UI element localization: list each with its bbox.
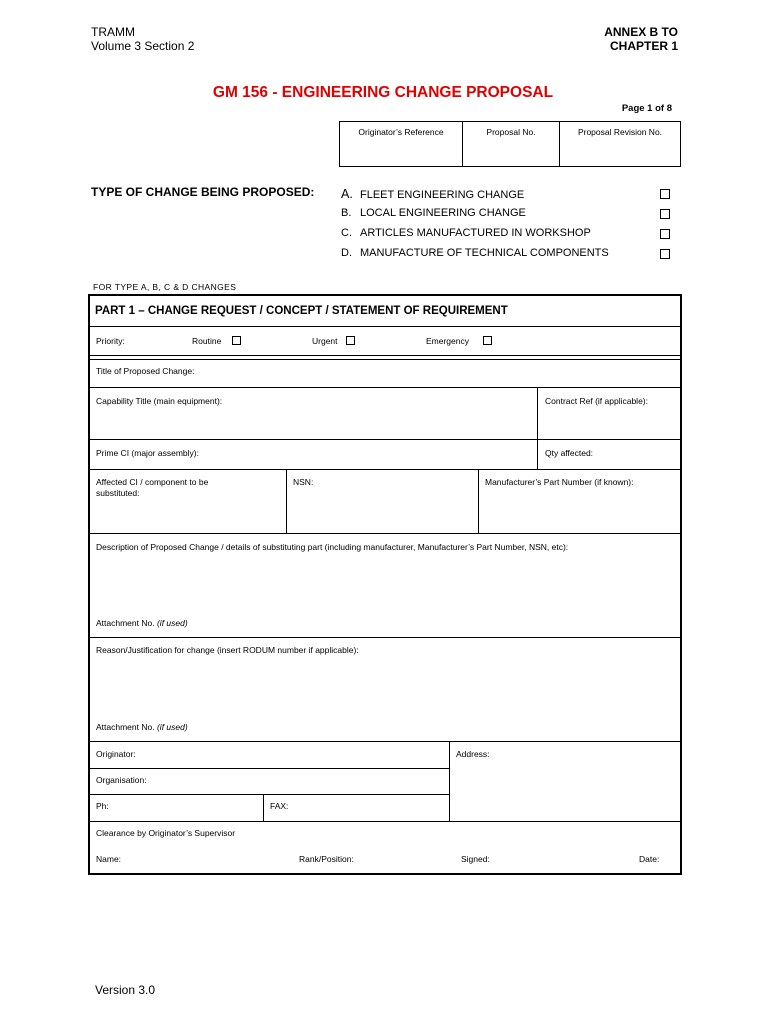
divider	[90, 821, 680, 822]
type-b-checkbox[interactable]	[660, 209, 670, 219]
emergency-checkbox[interactable]	[483, 336, 492, 345]
affected-ci-line2: substituted:	[96, 488, 140, 498]
header-right	[560, 25, 678, 53]
type-of-change-label: TYPE OF CHANGE BEING PROPOSED:	[91, 185, 315, 199]
urgent-checkbox[interactable]	[346, 336, 355, 345]
proposal-revision-label: Proposal Revision No.	[577, 127, 663, 137]
type-letter-a: A.	[341, 187, 353, 201]
divider	[478, 469, 479, 533]
header-volume: Volume 3 Section 2	[91, 39, 195, 53]
divider	[90, 326, 680, 327]
routine-checkbox[interactable]	[232, 336, 241, 345]
type-letter-c: C.	[341, 227, 352, 239]
page-number: Page 1 of 8	[621, 103, 672, 114]
if-used-note: (if used)	[156, 618, 188, 628]
affected-ci-line1: Affected CI / component to be	[96, 477, 209, 487]
qty-affected-label: Qty affected:	[545, 448, 594, 458]
nsn-label: NSN:	[293, 477, 314, 487]
type-text-a: FLEET ENGINEERING CHANGE	[360, 189, 525, 201]
originators-reference-label: Originator’s Reference	[358, 127, 444, 137]
reason-attachment	[96, 722, 188, 733]
type-text-d: MANUFACTURE OF TECHNICAL COMPONENTS	[360, 247, 609, 259]
organisation-label: Organisation:	[96, 775, 147, 785]
divider	[90, 359, 680, 360]
description-label: Description of Proposed Change / details of substituting part (including manufacturer, Manufacturer’s Part Number, NSN, etc):	[96, 542, 569, 552]
attachment-label: Attachment No.	[96, 722, 155, 732]
type-c-checkbox[interactable]	[660, 229, 670, 239]
address-label: Address:	[456, 749, 490, 759]
page-title: GM 156 - ENGINEERING CHANGE PROPOSAL	[212, 84, 554, 101]
proposal-no-cell[interactable]	[463, 122, 560, 166]
divider	[263, 794, 264, 821]
divider	[90, 533, 680, 534]
for-type-note: FOR TYPE A, B, C & D CHANGES	[93, 282, 237, 292]
type-d-checkbox[interactable]	[660, 249, 670, 259]
if-used-note: (if used)	[156, 722, 188, 732]
divider	[90, 637, 680, 638]
header-chapter: CHAPTER 1	[609, 39, 678, 53]
phone-label: Ph:	[96, 801, 109, 811]
type-item-d	[341, 247, 609, 259]
proposal-no-label: Proposal No.	[486, 127, 536, 137]
proposal-revision-cell[interactable]	[560, 122, 680, 166]
date-label: Date:	[639, 854, 660, 864]
divider	[286, 469, 287, 533]
affected-ci-label	[96, 477, 208, 499]
header-left	[91, 25, 194, 53]
divider	[90, 439, 680, 440]
type-letter-b: B.	[341, 207, 352, 219]
fax-label: FAX:	[270, 801, 289, 811]
mpn-label: Manufacturer’s Part Number (if known):	[485, 477, 634, 487]
contract-ref-label: Contract Ref (if applicable):	[545, 396, 648, 406]
title-of-change-label: Title of Proposed Change:	[96, 366, 195, 376]
routine-label: Routine	[192, 336, 222, 346]
urgent-label: Urgent	[312, 336, 338, 346]
type-text-b: LOCAL ENGINEERING CHANGE	[360, 207, 526, 219]
divider	[537, 387, 538, 439]
emergency-label: Emergency	[426, 336, 469, 346]
part1-form	[88, 294, 682, 875]
type-letter-d: D.	[341, 247, 352, 259]
type-item-b	[341, 207, 526, 219]
divider	[90, 741, 680, 742]
type-a-checkbox[interactable]	[660, 189, 670, 199]
divider	[90, 355, 680, 356]
reason-label: Reason/Justification for change (insert RODUM number if applicable):	[96, 645, 359, 655]
divider	[449, 741, 450, 821]
reference-table	[339, 121, 681, 167]
divider	[90, 469, 680, 470]
priority-label: Priority:	[96, 336, 125, 346]
type-item-a	[341, 187, 524, 201]
footer-version: Version 3.0	[95, 983, 156, 997]
clearance-label: Clearance by Originator’s Supervisor	[96, 828, 236, 838]
name-label: Name:	[96, 854, 122, 864]
divider	[90, 768, 449, 769]
capability-title-label: Capability Title (main equipment):	[96, 396, 223, 406]
type-item-c	[341, 227, 591, 239]
originator-label: Originator:	[96, 749, 136, 759]
divider	[537, 439, 538, 469]
rank-label: Rank/Position:	[299, 854, 354, 864]
header-doc-name: TRAMM	[91, 25, 135, 39]
part1-title: PART 1 – CHANGE REQUEST / CONCEPT / STATEMENT OF REQUIREMENT	[95, 305, 508, 317]
type-text-c: ARTICLES MANUFACTURED IN WORKSHOP	[360, 227, 591, 239]
signed-label: Signed:	[461, 854, 490, 864]
description-attachment	[96, 618, 188, 629]
prime-ci-label: Prime CI (major assembly):	[96, 448, 199, 458]
attachment-label: Attachment No.	[96, 618, 155, 628]
divider	[90, 794, 449, 795]
header-annex: ANNEX B TO	[604, 25, 678, 39]
originators-reference-cell[interactable]	[340, 122, 463, 166]
divider	[90, 387, 680, 388]
